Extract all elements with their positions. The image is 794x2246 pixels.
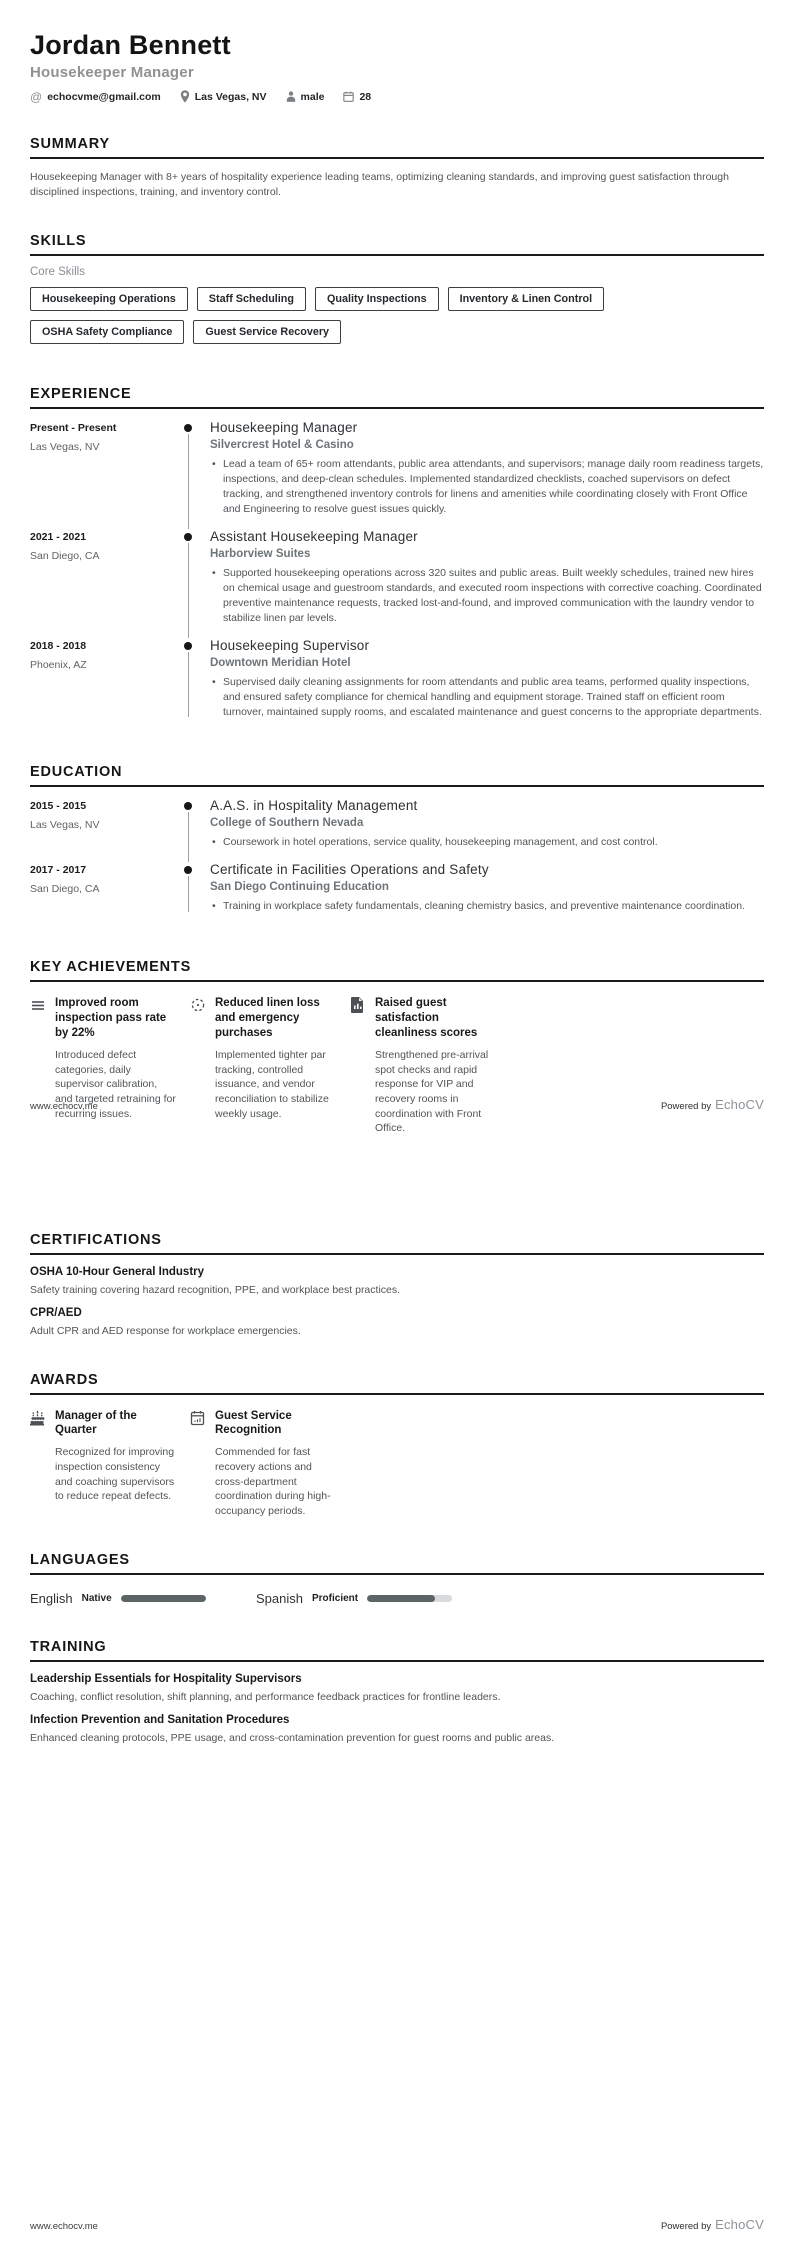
skill-chip: Quality Inspections — [315, 287, 439, 311]
entry-company: Silvercrest Hotel & Casino — [210, 439, 354, 452]
languages-heading: LANGUAGES — [30, 1552, 764, 1575]
timeline-dot-icon — [184, 642, 192, 650]
section-experience — [30, 386, 764, 731]
entry-location: Las Vegas, NV — [30, 441, 100, 454]
contact-age — [343, 91, 371, 103]
entry-bullet: • Training in workplace safety fundamentals, cleaning chemistry basics, and preventive maintenance coordination. — [210, 899, 764, 914]
award-card — [30, 1409, 190, 1519]
language-entry — [30, 1591, 256, 1606]
person-icon — [286, 91, 296, 102]
skills-heading: SKILLS — [30, 233, 764, 256]
achievement-title: Raised guest satisfaction cleanliness scores — [375, 997, 478, 1040]
certification-entry — [30, 1307, 764, 1339]
training-description: Coaching, conflict resolution, shift planning, and performance feedback practices for frontline leaders. — [30, 1690, 501, 1703]
language-proficiency-bar — [367, 1595, 452, 1602]
entry-dates: 2021 - 2021 — [30, 531, 87, 544]
at-icon: @ — [30, 89, 43, 104]
awards-grid — [30, 1409, 764, 1519]
file-chart-icon — [350, 996, 368, 1136]
education-list — [30, 798, 764, 926]
training-description: Enhanced cleaning protocols, PPE usage, and cross-contamination prevention for guest rooms and public areas. — [30, 1731, 555, 1744]
section-summary — [30, 136, 764, 200]
timeline-line — [188, 812, 190, 862]
echocv-brand[interactable]: EchoCV — [715, 1097, 764, 1112]
achievement-card — [190, 996, 350, 1136]
entry-location: San Diego, CA — [30, 550, 100, 563]
entry-company: Harborview Suites — [210, 548, 311, 561]
timeline-dot-icon — [184, 424, 192, 432]
language-level: Proficient — [311, 1592, 359, 1604]
skill-chip: Guest Service Recovery — [193, 320, 341, 344]
entry-dates: Present - Present — [30, 422, 117, 435]
footer-powered-by — [661, 1096, 764, 1114]
contact-row — [30, 90, 764, 103]
timeline-line — [188, 876, 190, 912]
powered-by-label: Powered by — [660, 1101, 712, 1112]
skill-chip: OSHA Safety Compliance — [30, 320, 184, 344]
achievements-grid — [30, 996, 764, 1136]
timeline-line — [188, 434, 190, 529]
achievement-description: Implemented tighter par tracking, controlled issuance, and vendor reconciliation to stabilize weekly usage. — [215, 1049, 329, 1120]
certification-description: Adult CPR and AED response for workplace emergencies. — [30, 1324, 301, 1337]
calendar-icon — [343, 91, 354, 102]
experience-list — [30, 420, 764, 731]
language-proficiency-fill — [367, 1595, 435, 1602]
entry-school: San Diego Continuing Education — [210, 881, 389, 894]
timeline-line — [188, 652, 190, 718]
entry-dates: 2018 - 2018 — [30, 639, 87, 652]
award-title: Guest Service Recognition — [215, 1409, 292, 1437]
certification-title: OSHA 10-Hour General Industry — [30, 1266, 205, 1279]
section-awards — [30, 1372, 764, 1519]
entry-role: Housekeeping Manager — [210, 420, 358, 436]
summary-heading: SUMMARY — [30, 136, 764, 159]
section-languages — [30, 1552, 764, 1606]
achievement-card — [350, 996, 510, 1136]
language-proficiency-fill — [121, 1595, 206, 1602]
education-heading: EDUCATION — [30, 764, 764, 787]
awards-heading: AWARDS — [30, 1372, 764, 1395]
experience-entry — [30, 529, 764, 638]
award-card — [190, 1409, 350, 1519]
award-description: Commended for fast recovery actions and cross-department coordination during high-occupancy periods. — [215, 1446, 331, 1518]
entry-location: Phoenix, AZ — [30, 658, 87, 671]
achievement-description: Introduced defect categories, daily supervisor calibration, and targeted retraining for recurring issues. — [55, 1049, 176, 1120]
entry-company: Downtown Meridian Hotel — [210, 656, 351, 669]
page-footer — [30, 2216, 764, 2234]
contact-gender-text: male — [300, 90, 325, 103]
powered-by-label: Powered by — [660, 2221, 712, 2232]
training-title: Infection Prevention and Sanitation Procedures — [30, 1713, 290, 1726]
skill-chip: Inventory & Linen Control — [448, 287, 605, 311]
timeline-dot-icon — [184, 802, 192, 810]
entry-bullet: • Supervised daily cleaning assignments for room attendants and public area teams, performed quality inspections, and ensured safety compliance for chemical handling and equipment storage. Trained staff on efficient room turnover, maintained supply rooms, and escalated maintenance and guest concerns to the appropriate departments. — [210, 675, 764, 720]
timeline-dot-icon — [184, 866, 192, 874]
certification-description: Safety training covering hazard recognition, PPE, and workplace best practices. — [30, 1284, 401, 1297]
skills-chip-list — [30, 287, 764, 353]
timeline-dot-icon — [184, 533, 192, 541]
entry-bullet: • Lead a team of 65+ room attendants, public area attendants, and supervisors; manage daily room readiness targets, inspections, and deep-clean schedules. Implemented standardized checklists, coached supervisors on defect tracking, and strengthened inventory controls for linens and amenities while coordinating closely with Front Office and Engineering to resolve guest issues quickly. — [210, 457, 764, 517]
award-title: Manager of the Quarter — [55, 1409, 137, 1437]
summary-text: Housekeeping Manager with 8+ years of hospitality experience leading teams, optimizing cleaning standards, and improving guest satisfaction through disciplined inspections, training, and inventory control. — [30, 171, 729, 199]
section-training — [30, 1639, 764, 1745]
language-level: Native — [81, 1592, 112, 1604]
entry-location: Las Vegas, NV — [30, 819, 100, 832]
training-title: Leadership Essentials for Hospitality Supervisors — [30, 1672, 302, 1685]
achievement-card — [30, 996, 190, 1136]
section-certifications — [30, 1232, 764, 1338]
header — [30, 30, 764, 103]
languages-list — [30, 1591, 764, 1606]
training-entry — [30, 1714, 764, 1746]
contact-location — [180, 90, 267, 103]
contact-gender — [286, 91, 325, 103]
section-education — [30, 764, 764, 926]
training-heading: TRAINING — [30, 1639, 764, 1662]
entry-role: Housekeeping Supervisor — [210, 637, 370, 653]
certification-title: CPR/AED — [30, 1306, 82, 1319]
location-pin-icon — [180, 90, 190, 103]
achievement-title: Improved room inspection pass rate by 22% — [55, 997, 167, 1040]
contact-location-text: Las Vegas, NV — [194, 90, 267, 103]
cake-icon — [30, 1409, 48, 1519]
entry-bullet: • Coursework in hotel operations, service quality, housekeeping management, and cost control. — [210, 835, 764, 850]
certifications-list — [30, 1266, 764, 1338]
timeline-line — [188, 543, 190, 638]
calendar-chart-icon — [190, 1409, 208, 1519]
achievements-heading: KEY ACHIEVEMENTS — [30, 959, 764, 982]
target-focus-icon — [190, 996, 208, 1136]
achievement-title: Reduced linen loss and emergency purchases — [215, 997, 320, 1040]
entry-location: San Diego, CA — [30, 883, 100, 896]
entry-degree: A.A.S. in Hospitality Management — [210, 798, 418, 814]
skills-group-label: Core Skills — [30, 266, 85, 279]
contact-age-text: 28 — [359, 90, 372, 103]
training-entry — [30, 1673, 764, 1705]
footer-powered-by — [661, 2216, 764, 2234]
experience-entry — [30, 420, 764, 529]
section-skills — [30, 233, 764, 353]
footer-website-link[interactable]: www.echocv.me — [30, 2221, 98, 2232]
entry-dates: 2015 - 2015 — [30, 800, 87, 813]
language-proficiency-bar — [121, 1595, 206, 1602]
person-name: Jordan Bennett — [30, 30, 231, 60]
contact-email-text[interactable]: echocvme@gmail.com — [47, 90, 161, 103]
echocv-brand[interactable]: EchoCV — [715, 2217, 764, 2232]
person-job-title: Housekeeper Manager — [30, 64, 194, 81]
experience-heading: EXPERIENCE — [30, 386, 764, 409]
education-entry — [30, 862, 764, 926]
entry-dates: 2017 - 2017 — [30, 864, 87, 877]
experience-entry — [30, 638, 764, 732]
skill-chip: Staff Scheduling — [197, 287, 306, 311]
language-name: Spanish — [256, 1590, 303, 1606]
page-footer — [30, 1096, 764, 1114]
language-name: English — [30, 1590, 73, 1606]
certifications-heading: CERTIFICATIONS — [30, 1232, 764, 1255]
menu-lines-icon — [30, 996, 48, 1136]
entry-bullet: • Supported housekeeping operations across 320 suites and public areas. Built weekly schedules, trained new hires on chemical usage and guestroom standards, and executed room inspections with corrective coaching. Coordinated preventive maintenance requests, tracked lost-and-found, and improved communication with the laundry vendor to stabilize linen par levels. — [210, 566, 764, 626]
achievement-description: Strengthened pre-arrival spot checks and rapid response for VIP and recovery rooms in coordination with Front Office. — [375, 1049, 489, 1135]
certification-entry — [30, 1266, 764, 1298]
education-entry — [30, 798, 764, 862]
footer-website-link[interactable]: www.echocv.me — [30, 1101, 98, 1112]
skill-chip: Housekeeping Operations — [30, 287, 188, 311]
contact-email — [30, 91, 161, 103]
entry-role: Assistant Housekeeping Manager — [210, 529, 418, 545]
language-entry — [256, 1591, 482, 1606]
entry-degree: Certificate in Facilities Operations and Safety — [210, 862, 489, 878]
award-description: Recognized for improving inspection consistency and coaching supervisors to reduce repeat defects. — [55, 1446, 175, 1503]
entry-school: College of Southern Nevada — [210, 817, 364, 830]
training-list — [30, 1673, 764, 1745]
